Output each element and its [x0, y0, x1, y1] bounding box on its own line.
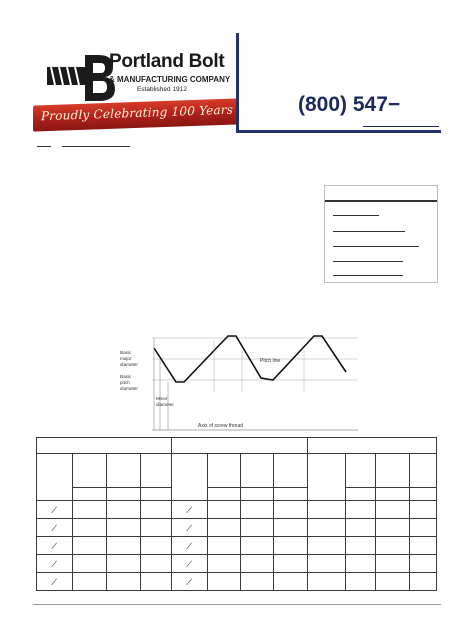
- table-subheader-row: [37, 488, 437, 501]
- sidebar-link-3[interactable]: [333, 246, 419, 247]
- sidebar-link-1[interactable]: [333, 215, 379, 216]
- table-cell: [410, 537, 437, 555]
- sidebar-link-5[interactable]: [333, 275, 403, 276]
- table-cell: ∕: [172, 519, 208, 537]
- table-cell: [73, 555, 107, 573]
- table-cell: [410, 501, 437, 519]
- table-column-header-row: [37, 454, 437, 488]
- table-header-cell: [208, 454, 241, 488]
- table-cell: ∕: [37, 501, 73, 519]
- table-cell: [410, 555, 437, 573]
- table-cell: [308, 573, 346, 591]
- table-cell: [208, 555, 241, 573]
- table-cell: ∕: [37, 537, 73, 555]
- table-row: [37, 537, 437, 555]
- table-header-cell: [274, 488, 308, 501]
- table-cell: [274, 501, 308, 519]
- table-cell: [107, 501, 141, 519]
- label-pitch-3: diameter: [120, 386, 138, 391]
- table-header-cell: [376, 488, 410, 501]
- anniversary-banner: [33, 98, 238, 131]
- table-cell: [346, 555, 376, 573]
- table-cell: [73, 501, 107, 519]
- table-cell: [274, 573, 308, 591]
- table-cell: [241, 573, 274, 591]
- label-major-2: major: [120, 356, 132, 361]
- table-cell: ∕: [37, 555, 73, 573]
- table-header-cell: [346, 454, 376, 488]
- table-cell: [376, 537, 410, 555]
- table-header-cell: [107, 454, 141, 488]
- table-cell: [208, 573, 241, 591]
- table-cell: [141, 555, 172, 573]
- table-header-cell: [172, 454, 208, 501]
- company-logo[interactable]: [33, 33, 236, 133]
- table-cell: [141, 501, 172, 519]
- table-cell: ∕: [172, 573, 208, 591]
- sidebar-link-2[interactable]: [333, 231, 405, 232]
- label-pitch-2: pitch: [120, 380, 130, 385]
- table-cell: [308, 501, 346, 519]
- thread-profile-diagram: [118, 330, 358, 438]
- table-cell: [141, 519, 172, 537]
- label-minor-1: Minor: [156, 396, 168, 401]
- table-cell: [107, 537, 141, 555]
- banner-text: Proudly Celebrating 100 Years: [41, 102, 234, 124]
- table-group-header-row: [37, 438, 437, 454]
- brand-name: Portland Bolt: [109, 51, 225, 72]
- table-cell: [376, 519, 410, 537]
- label-pitch-line: Pitch line: [260, 358, 281, 364]
- table-cell: [107, 519, 141, 537]
- label-major-1: Basic: [120, 350, 132, 355]
- table-row: [37, 501, 437, 519]
- table-cell: [73, 537, 107, 555]
- table-cell: [241, 555, 274, 573]
- header-bottom-rule: [236, 130, 441, 133]
- table-header-cell: [376, 454, 410, 488]
- table-header-cell: [37, 454, 73, 501]
- table-header-cell: [141, 454, 172, 488]
- table-cell: [208, 519, 241, 537]
- table-header-cell: [73, 488, 107, 501]
- table-header-cell: [241, 454, 274, 488]
- table-cell: [73, 573, 107, 591]
- label-minor-2: diameter: [156, 402, 174, 407]
- sidebar-box: [324, 185, 438, 283]
- table-cell: [274, 555, 308, 573]
- table-row: [37, 573, 437, 591]
- table-cell: [274, 537, 308, 555]
- thread-data-table: [36, 437, 436, 592]
- table-cell: [73, 519, 107, 537]
- table-cell: [308, 555, 346, 573]
- table-header-cell: [308, 454, 346, 501]
- brand-established: Established 1912: [137, 86, 187, 93]
- table-cell: [241, 519, 274, 537]
- table-header-cell: [208, 488, 241, 501]
- table-cell: [274, 519, 308, 537]
- table-cell: [376, 501, 410, 519]
- table-cell: [107, 555, 141, 573]
- table-cell: ∕: [172, 537, 208, 555]
- table-cell: [308, 519, 346, 537]
- table-cell: [141, 537, 172, 555]
- brand-subtitle: & MANUFACTURING COMPANY: [109, 75, 231, 84]
- table-header-cell: [410, 454, 437, 488]
- table-row: [37, 519, 437, 537]
- heading-rule-long: [62, 146, 130, 147]
- table-cell: [410, 573, 437, 591]
- table-cell: [346, 501, 376, 519]
- table-row: [37, 555, 437, 573]
- label-axis: Axis of screw thread: [198, 423, 244, 429]
- table-group-header-cell: [308, 438, 437, 454]
- table-group-header-cell: [172, 438, 308, 454]
- footer-rule: [33, 604, 441, 605]
- page-header: [33, 33, 441, 133]
- table-header-cell: [73, 454, 107, 488]
- table-header-cell: [346, 488, 376, 501]
- table-header-cell: [410, 488, 437, 501]
- table-cell: [376, 573, 410, 591]
- table-cell: ∕: [172, 555, 208, 573]
- table-cell: [308, 537, 346, 555]
- table-header-cell: [141, 488, 172, 501]
- table-group-header-cell: [37, 438, 172, 454]
- table-cell: ∕: [172, 501, 208, 519]
- label-major-3: diameter: [120, 362, 138, 367]
- sidebar-box-header-rule: [325, 200, 437, 202]
- table-cell: [346, 573, 376, 591]
- table-cell: [410, 519, 437, 537]
- phone-underline: [363, 126, 439, 127]
- table-cell: ∕: [37, 519, 73, 537]
- table-header-cell: [107, 488, 141, 501]
- table-cell: [208, 537, 241, 555]
- table-cell: [107, 573, 141, 591]
- header-divider: [236, 33, 239, 133]
- table-header-cell: [274, 454, 308, 488]
- table-cell: [241, 537, 274, 555]
- phone-number[interactable]: (800) 547−: [298, 93, 401, 116]
- label-pitch-1: Basic: [120, 374, 132, 379]
- sidebar-link-4[interactable]: [333, 261, 403, 262]
- table-cell: [241, 501, 274, 519]
- table-cell: [208, 501, 241, 519]
- table-cell: ∕: [37, 573, 73, 591]
- table-cell: [141, 573, 172, 591]
- table-cell: [376, 555, 410, 573]
- heading-rule-short: [37, 146, 51, 147]
- table-cell: [346, 537, 376, 555]
- table-cell: [346, 519, 376, 537]
- table-header-cell: [241, 488, 274, 501]
